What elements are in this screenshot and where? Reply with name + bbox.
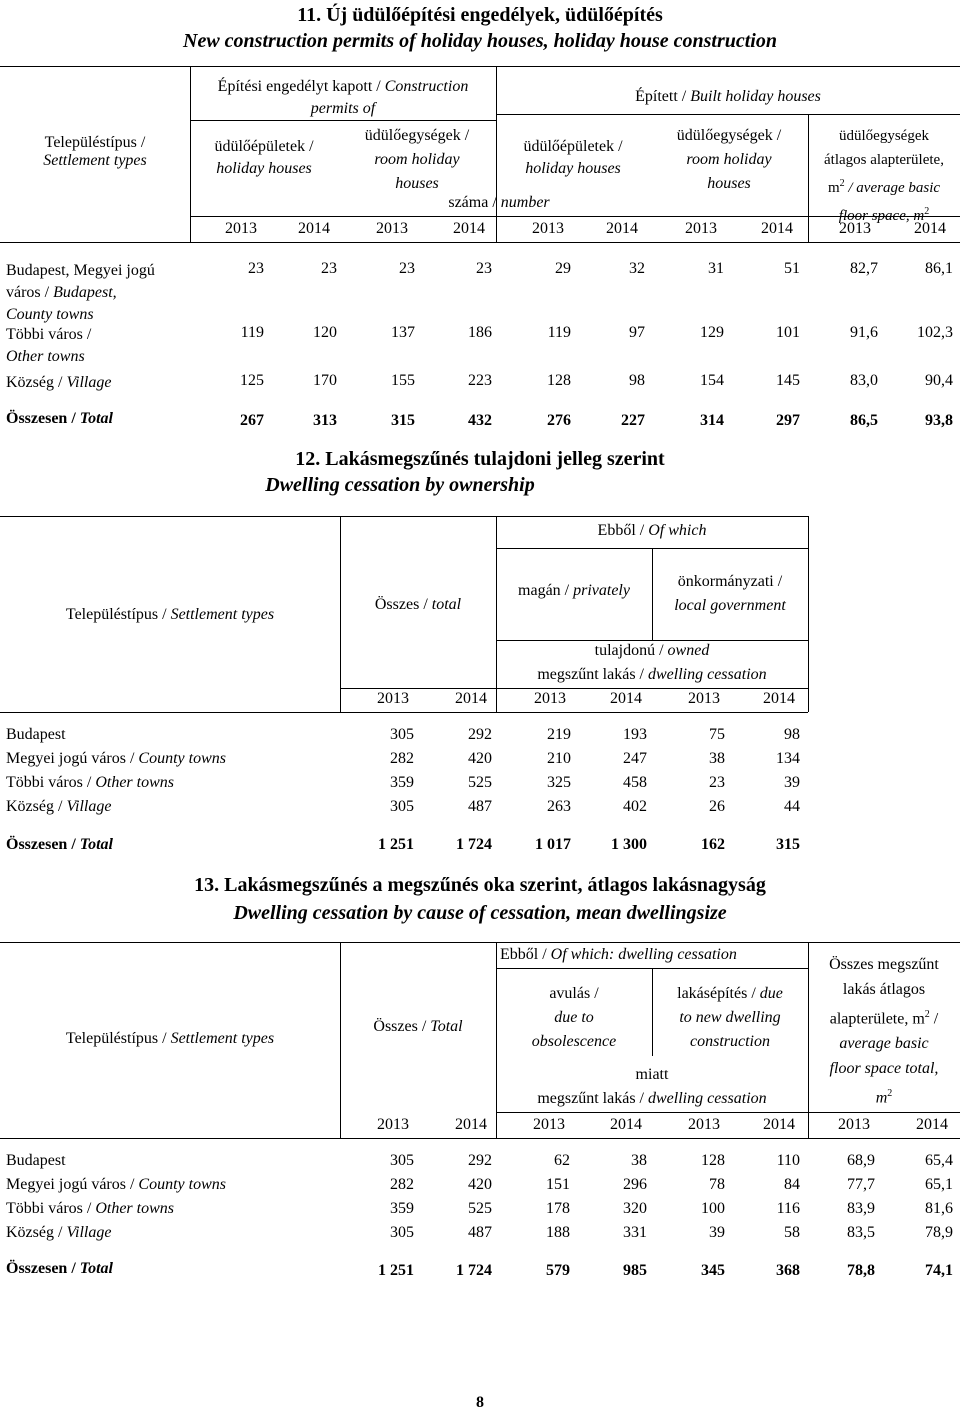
year-cell: 2013 bbox=[225, 220, 257, 237]
table-cell: 83,5 bbox=[847, 1224, 875, 1241]
year-cell: 2013 bbox=[839, 220, 871, 237]
total-cell: 313 bbox=[313, 412, 337, 429]
row-label: Budapest bbox=[6, 1152, 66, 1169]
t13-total-header: Összes / Total bbox=[373, 1018, 463, 1035]
table-cell: 23 bbox=[709, 774, 725, 791]
page-number: 8 bbox=[476, 1394, 484, 1411]
table-cell: 65,4 bbox=[925, 1152, 953, 1169]
row-label: Megyei jogú város / County towns bbox=[6, 1176, 226, 1193]
table-cell: 525 bbox=[468, 774, 492, 791]
table-cell: 305 bbox=[390, 726, 414, 743]
table-cell: 137 bbox=[391, 324, 415, 341]
table-cell: 90,4 bbox=[925, 372, 953, 389]
table-cell: 81,6 bbox=[925, 1200, 953, 1217]
year-cell: 2014 bbox=[914, 220, 946, 237]
t13-title-hu: 13. Lakásmegszűnés a megszűnés oka szerint, átlagos lakásnagyság bbox=[194, 874, 766, 896]
table-cell: 128 bbox=[701, 1152, 725, 1169]
table-cell: 65,1 bbox=[925, 1176, 953, 1193]
table-cell: 91,6 bbox=[850, 324, 878, 341]
t11-settlement-header: Településtípus / Settlement types bbox=[43, 134, 147, 169]
row-label: Többi város / Other towns bbox=[6, 1200, 174, 1217]
table-cell: 29 bbox=[555, 260, 571, 277]
year-cell: 2013 bbox=[532, 220, 564, 237]
year-cell: 2013 bbox=[377, 1116, 409, 1133]
total-cell: 432 bbox=[468, 412, 492, 429]
t11-permits-header: Építési engedélyt kapott / Construction permits of bbox=[217, 78, 469, 117]
table-cell: 186 bbox=[468, 324, 492, 341]
total-cell: 227 bbox=[621, 412, 645, 429]
table-cell: 292 bbox=[468, 726, 492, 743]
total-cell: 297 bbox=[776, 412, 800, 429]
total-cell: 315 bbox=[776, 836, 800, 853]
table-cell: 219 bbox=[547, 726, 571, 743]
row-label: Község / Village bbox=[6, 374, 112, 391]
table-cell: 101 bbox=[776, 324, 800, 341]
t12-settlement-header: Településtípus / Settlement types bbox=[65, 606, 275, 623]
table-cell: 282 bbox=[390, 1176, 414, 1193]
total-cell: 74,1 bbox=[925, 1262, 953, 1279]
table-cell: 151 bbox=[546, 1176, 570, 1193]
table-cell: 23 bbox=[399, 260, 415, 277]
table-cell: 75 bbox=[709, 726, 725, 743]
table-cell: 38 bbox=[709, 750, 725, 767]
table-cell: 331 bbox=[623, 1224, 647, 1241]
year-cell: 2013 bbox=[377, 690, 409, 707]
total-cell: 345 bbox=[701, 1262, 725, 1279]
table-cell: 325 bbox=[547, 774, 571, 791]
table-cell: 402 bbox=[623, 798, 647, 815]
year-cell: 2013 bbox=[688, 690, 720, 707]
table-cell: 77,7 bbox=[847, 1176, 875, 1193]
table-cell: 170 bbox=[313, 372, 337, 389]
table-cell: 129 bbox=[700, 324, 724, 341]
t11-number-header: száma / number bbox=[448, 194, 550, 211]
t11-title-en: New construction permits of holiday houses, holiday house construction bbox=[183, 30, 777, 52]
year-cell: 2013 bbox=[376, 220, 408, 237]
table-cell: 23 bbox=[321, 260, 337, 277]
year-cell: 2013 bbox=[533, 1116, 565, 1133]
table-cell: 62 bbox=[554, 1152, 570, 1169]
table-cell: 58 bbox=[784, 1224, 800, 1241]
table-cell: 458 bbox=[623, 774, 647, 791]
year-cell: 2014 bbox=[610, 1116, 642, 1133]
year-cell: 2014 bbox=[455, 690, 487, 707]
table-cell: 154 bbox=[700, 372, 724, 389]
t13-title-en: Dwelling cessation by cause of cessation, mean dwellingsize bbox=[233, 902, 727, 924]
table-cell: 320 bbox=[623, 1200, 647, 1217]
table-cell: 359 bbox=[390, 1200, 414, 1217]
table-cell: 100 bbox=[701, 1200, 725, 1217]
table-cell: 292 bbox=[468, 1152, 492, 1169]
t11-buildings-header-2: üdülőépületek / holiday houses bbox=[523, 138, 623, 177]
table-cell: 39 bbox=[709, 1224, 725, 1241]
table-cell: 487 bbox=[468, 798, 492, 815]
row-label: Többi város / Other towns bbox=[6, 774, 174, 791]
table-cell: 125 bbox=[240, 372, 264, 389]
table-cell: 83,9 bbox=[847, 1200, 875, 1217]
t11-avg-header: üdülőegységek átlagos alapterülete, $m^2$ / average basic floor space, $m^2$ bbox=[824, 128, 944, 224]
t12-private-header: magán / privately bbox=[518, 582, 630, 599]
year-cell: 2014 bbox=[761, 220, 793, 237]
table-cell: 420 bbox=[468, 750, 492, 767]
t13-ceased-header: megszűnt lakás / dwelling cessation bbox=[537, 1090, 767, 1107]
total-cell: 315 bbox=[391, 412, 415, 429]
table-cell: 44 bbox=[784, 798, 800, 815]
t11-title-hu: 11. Új üdülőépítési engedélyek, üdülőépítés bbox=[297, 4, 663, 26]
table-cell: 145 bbox=[776, 372, 800, 389]
table-cell: 487 bbox=[468, 1224, 492, 1241]
year-cell: 2014 bbox=[763, 1116, 795, 1133]
total-cell: 368 bbox=[776, 1262, 800, 1279]
total-label: Összesen / Total bbox=[6, 410, 113, 427]
t11-units-header-2: üdülőegységek / room holiday houses bbox=[676, 127, 782, 192]
table-cell: 305 bbox=[390, 1152, 414, 1169]
t11-units-header-1: üdülőegységek / room holiday houses bbox=[364, 127, 470, 192]
total-cell: 86,5 bbox=[850, 412, 878, 429]
total-cell: 93,8 bbox=[925, 412, 953, 429]
total-cell: 1 724 bbox=[456, 1262, 492, 1279]
table-cell: 23 bbox=[476, 260, 492, 277]
table-cell: 32 bbox=[629, 260, 645, 277]
year-cell: 2013 bbox=[534, 690, 566, 707]
t11-buildings-header-1: üdülőépületek / holiday houses bbox=[214, 138, 314, 177]
table-cell: 98 bbox=[629, 372, 645, 389]
table-cell: 263 bbox=[547, 798, 571, 815]
total-cell: 314 bbox=[700, 412, 724, 429]
year-cell: 2013 bbox=[688, 1116, 720, 1133]
table-cell: 39 bbox=[784, 774, 800, 791]
table-cell: 525 bbox=[468, 1200, 492, 1217]
table-cell: 119 bbox=[240, 324, 264, 341]
table-cell: 223 bbox=[468, 372, 492, 389]
total-cell: 276 bbox=[547, 412, 571, 429]
table-cell: 210 bbox=[547, 750, 571, 767]
row-label: Budapest, Megyei jogú város / Budapest, County towns bbox=[6, 262, 155, 323]
table-cell: 296 bbox=[623, 1176, 647, 1193]
table-cell: 119 bbox=[547, 324, 571, 341]
t13-of-which-header: Ebből / Of which: dwelling cessation bbox=[500, 946, 737, 963]
table-cell: 110 bbox=[776, 1152, 800, 1169]
year-cell: 2014 bbox=[453, 220, 485, 237]
table-cell: 188 bbox=[546, 1224, 570, 1241]
total-cell: 1 251 bbox=[378, 1262, 414, 1279]
row-label: Megyei jogú város / County towns bbox=[6, 750, 226, 767]
table-cell: 51 bbox=[784, 260, 800, 277]
total-cell: 1 251 bbox=[378, 836, 414, 853]
year-cell: 2014 bbox=[916, 1116, 948, 1133]
total-cell: 1 300 bbox=[611, 836, 647, 853]
table-cell: 305 bbox=[390, 1224, 414, 1241]
table-cell: 120 bbox=[313, 324, 337, 341]
table-cell: 82,7 bbox=[850, 260, 878, 277]
total-cell: 1 017 bbox=[535, 836, 571, 853]
total-cell: 78,8 bbox=[847, 1262, 875, 1279]
t12-local-header: önkormányzati / local government bbox=[674, 573, 786, 614]
total-cell: 579 bbox=[546, 1262, 570, 1279]
t13-settlement-header: Településtípus / Settlement types bbox=[65, 1030, 275, 1047]
table-cell: 128 bbox=[547, 372, 571, 389]
table-cell: 31 bbox=[708, 260, 724, 277]
table-cell: 83,0 bbox=[850, 372, 878, 389]
table-cell: 26 bbox=[709, 798, 725, 815]
table-cell: 116 bbox=[776, 1200, 800, 1217]
t12-title-hu: 12. Lakásmegszűnés tulajdoni jelleg szerint bbox=[295, 448, 665, 470]
table-cell: 68,9 bbox=[847, 1152, 875, 1169]
table-cell: 282 bbox=[390, 750, 414, 767]
table-cell: 38 bbox=[631, 1152, 647, 1169]
table-cell: 78,9 bbox=[925, 1224, 953, 1241]
year-cell: 2014 bbox=[763, 690, 795, 707]
year-cell: 2013 bbox=[838, 1116, 870, 1133]
t12-total-header: Összes / total bbox=[374, 596, 462, 613]
table-cell: 23 bbox=[248, 260, 264, 277]
row-label: Község / Village bbox=[6, 1224, 112, 1241]
total-cell: 1 724 bbox=[456, 836, 492, 853]
year-cell: 2014 bbox=[455, 1116, 487, 1133]
table-cell: 155 bbox=[391, 372, 415, 389]
table-cell: 86,1 bbox=[925, 260, 953, 277]
table-cell: 78 bbox=[709, 1176, 725, 1193]
table-cell: 247 bbox=[623, 750, 647, 767]
t13-due-header: miatt bbox=[635, 1066, 669, 1083]
total-cell: 985 bbox=[623, 1262, 647, 1279]
table-cell: 178 bbox=[546, 1200, 570, 1217]
total-label: Összesen / Total bbox=[6, 836, 113, 853]
year-cell: 2014 bbox=[610, 690, 642, 707]
row-label: Budapest bbox=[6, 726, 66, 743]
t13-new-construction-header: lakásépítés / due to new dwelling construction bbox=[677, 985, 783, 1050]
year-cell: 2013 bbox=[685, 220, 717, 237]
table-cell: 420 bbox=[468, 1176, 492, 1193]
table-cell: 305 bbox=[390, 798, 414, 815]
year-cell: 2014 bbox=[298, 220, 330, 237]
table-cell: 134 bbox=[776, 750, 800, 767]
t13-obsolescence-header: avulás / due to obsolescence bbox=[531, 985, 617, 1050]
total-cell: 267 bbox=[240, 412, 264, 429]
year-cell: 2014 bbox=[606, 220, 638, 237]
table-cell: 102,3 bbox=[917, 324, 953, 341]
table-cell: 193 bbox=[623, 726, 647, 743]
table-cell: 98 bbox=[784, 726, 800, 743]
total-cell: 162 bbox=[701, 836, 725, 853]
t12-of-which-header: Ebből / Of which bbox=[597, 522, 707, 539]
t12-owned-header: tulajdonú / owned bbox=[594, 642, 710, 659]
row-label: Többi város / Other towns bbox=[6, 326, 92, 365]
table-cell: 84 bbox=[784, 1176, 800, 1193]
row-label: Község / Village bbox=[6, 798, 112, 815]
table-cell: 359 bbox=[390, 774, 414, 791]
t11-built-header: Épített / Built holiday houses bbox=[635, 88, 821, 105]
t12-ceased-header: megszűnt lakás / dwelling cessation bbox=[537, 666, 767, 683]
t12-title-en: Dwelling cessation by ownership bbox=[265, 474, 535, 496]
table-cell: 97 bbox=[629, 324, 645, 341]
t13-avg-header: Összes megszűnt lakás átlagos alapterülete, $m^2$ / average basic floor space total, $m^2$ bbox=[829, 956, 939, 1107]
total-label: Összesen / Total bbox=[6, 1260, 113, 1277]
